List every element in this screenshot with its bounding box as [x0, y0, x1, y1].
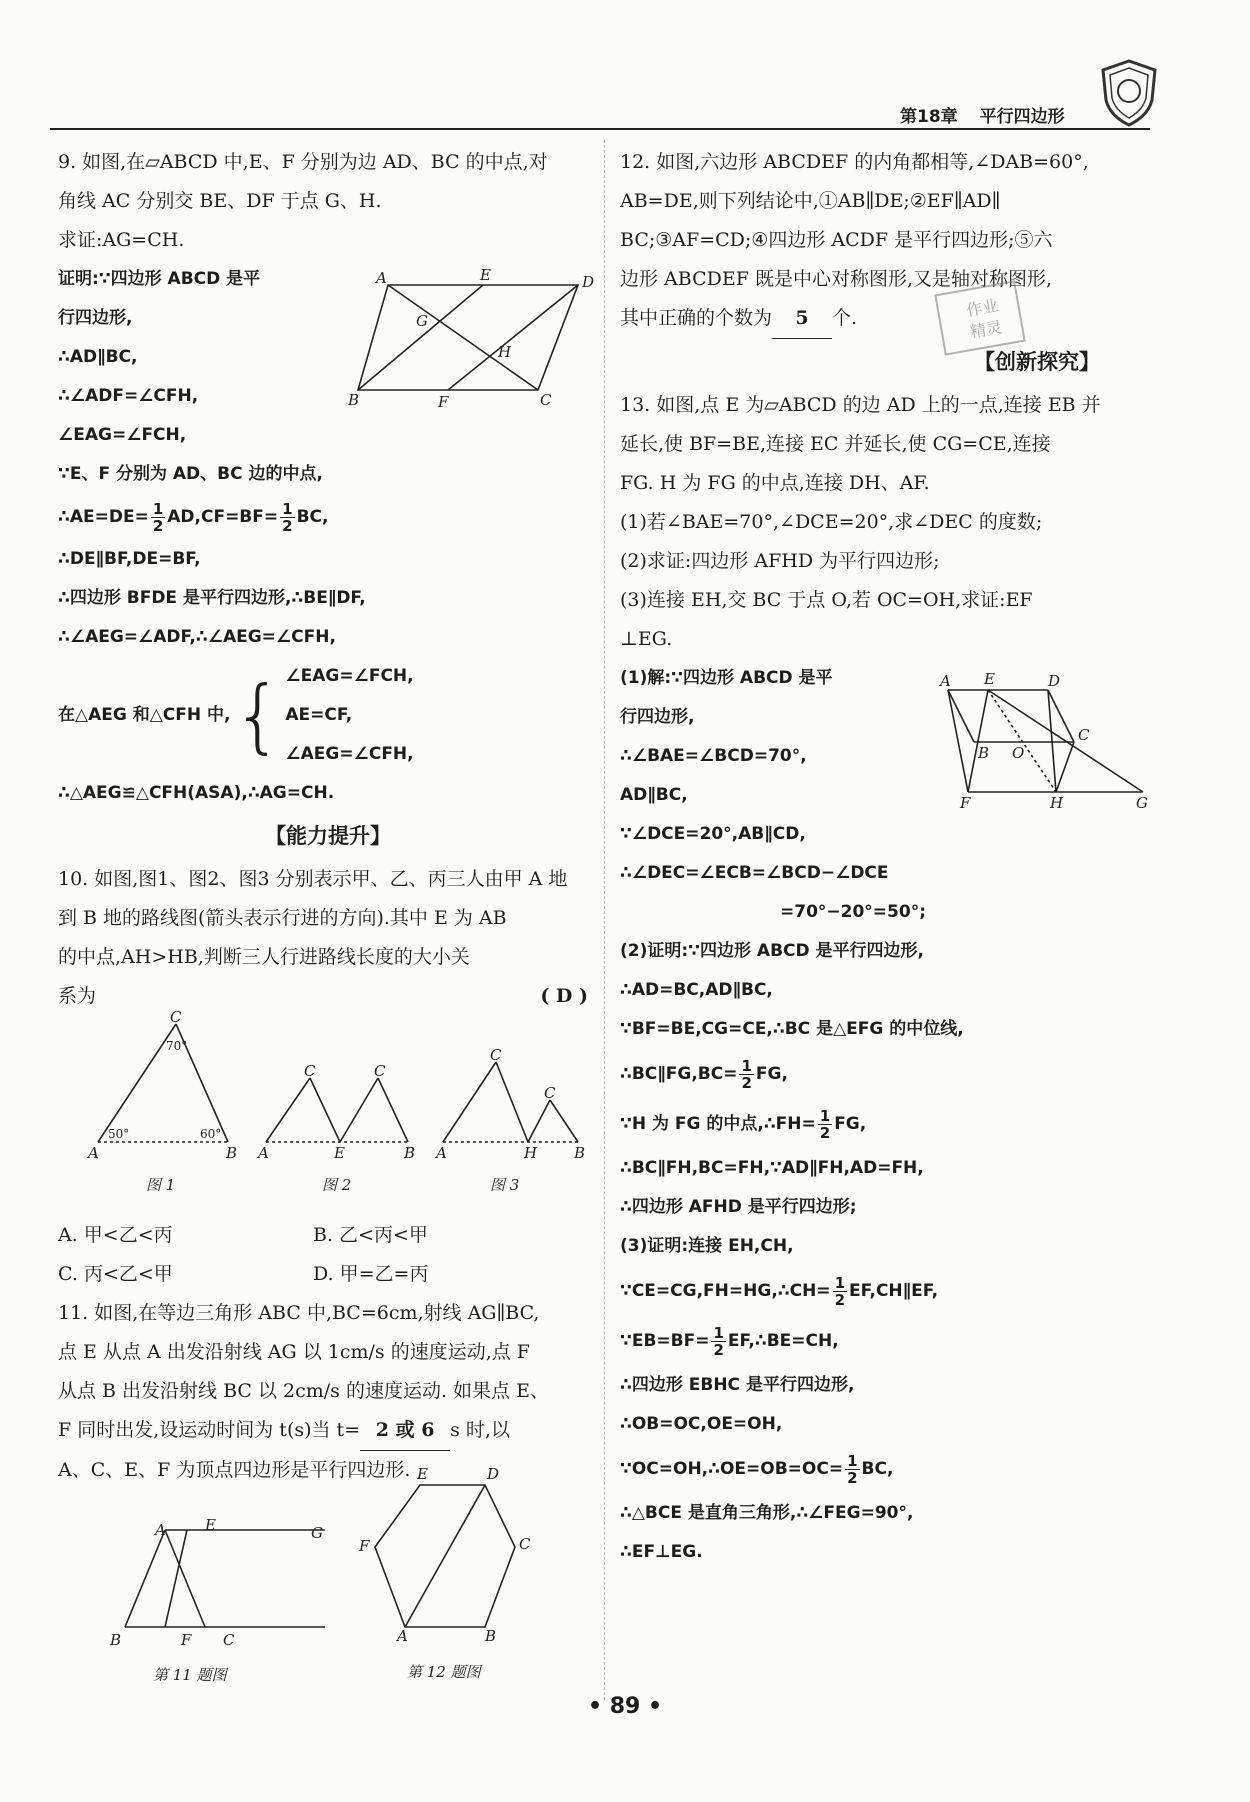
question-9: 9. 如图,在▱ABCD 中,E、F 分别为边 AD、BC 的中点,对 角线 AC 分别交 BE、DF 于点 G、H. 求证:AG=CH. 证明:∵四边形 ABCD 是平 行四边形, ∴AD∥BC, ∴∠ADF=∠CFH, ∠EAG=∠FCH, ∵E、F 分别为 AD、BC 边的中点, ∴AE=DE= $\frac{1}{2}$ AD,CF=BF= $\frac{1}{2}$ BC, ∴DE∥BF,DE=BF, ∴四边形 BFDE 是平行四边形,∴BE∥DF, ∴∠AEG=∠ADF,∴∠AEG=∠CFH, 在△AEG 和△CFH 中, { ∠EAG=∠FCH, AE=CF, ∠AEG=∠CFH, ∴△AEG≌△CFH(ASA),∴AG=CH.: [58, 143, 598, 813]
label-b: B: [485, 1627, 497, 1645]
label-e: E: [205, 1516, 216, 1534]
label-d: D: [582, 273, 595, 291]
label-f: F: [438, 393, 449, 410]
label-a: A: [397, 1627, 408, 1645]
case-list: ∠EAG=∠FCH, AE=CF, ∠AEG=∠CFH,: [285, 666, 414, 764]
homework-stamp-icon: [930, 280, 1070, 370]
label-e: E: [480, 266, 491, 284]
label-b: B: [110, 1631, 122, 1649]
option-b: B. 乙<丙<甲: [313, 1224, 428, 1246]
q11-caption: 第 11 题图: [153, 1666, 227, 1684]
q9-solution: 证明:∵四边形 ABCD 是平 行四边形, ∴AD∥BC, ∴∠ADF=∠CFH, ∠EAG=∠FCH, ∵E、F 分别为 AD、BC 边的中点, ∴AE=DE= $\frac{1}{2}$ AD,CF=BF= $\frac{1}{2}$ BC, ∴DE∥BF,DE=BF, ∴四边形 BFDE 是平行四边形,∴BE∥DF, ∴∠AEG=∠ADF,∴∠AEG=∠CFH, 在△AEG 和△CFH 中, { ∠EAG=∠FCH, AE=CF, ∠AEG=∠CFH, ∴△AEG≌△CFH(ASA),∴AG=CH.: [58, 269, 414, 803]
label-h: H: [498, 343, 512, 361]
option-a: A. 甲<乙<丙: [58, 1224, 173, 1246]
section-heading-innovation: 【创新探究】: [974, 350, 1100, 374]
label-d: D: [1048, 672, 1061, 690]
q13-figure: [938, 672, 1150, 812]
question-13: 13. 如图,点 E 为▱ABCD 的边 AD 上的一点,连接 EB 并 延长,使 BF=BE,连接 EC 并延长,使 CG=CE,连接 FG. H 为 FG 的中点,连接 DH、AF. (1)若∠BAE=70°,∠DCE=20°,求∠DEC 的度数; (2)求证:四边形 AFHD 为平行四边形; (3)连接 EH,交 BC 于点 O,若 OC=OH,求证:EF ⊥EG. (1)解:∵四边形 ABCD 是平 行四边形, ∴∠BAE=∠BCD=70°, AD∥BC, ∵∠DCE=20°,AB∥CD, ∴∠DEC=∠ECB=∠BCD−∠DCE =70°−20°=50°; (2)证明:∵四边形 ABCD 是平行四边形, ∴AD=BC,AD∥BC, ∵BF=BE,CG=CE,∴BC 是△EFG 的中位线, ∴BC∥FG,BC= $\frac{1}{2}$ FG, ∵H 为 FG 的中点,∴FH= $\frac{1}{2}$ FG, ∴BC∥FH,BC=FH,∵AD∥FH,AD=FH, ∴四边形 AFHD 是平行四边形; (3)证明:连接 EH,CH, ∵CE=CG,FH=HG,∴CH= $\frac{1}{2}$ EF,CH∥EF, ∵EB=BF= $\frac{1}{2}$ EF,∴BE=CH, ∴四边形 EBHC 是平行四边形, ∴OB=OC,OE=OH, ∵OC=OH,∴OE=OB=OC= $\frac{1}{2}$ BC, ∴△BCE 是直角三角形,∴∠FEG=90°, ∴EF⊥EG.: [620, 386, 1160, 1572]
label-b: B: [404, 1144, 416, 1162]
q10-figures: [78, 1010, 598, 1200]
fraction-half: $\frac{1}{2}$: [282, 499, 293, 535]
header-rule: [50, 128, 1150, 130]
figure-2-caption: 图 2: [322, 1176, 352, 1194]
label-e: E: [984, 672, 995, 688]
option-c: C. 丙<乙<甲: [58, 1263, 173, 1285]
brace: {: [232, 668, 284, 762]
label-c: C: [374, 1062, 386, 1080]
label-e: E: [334, 1144, 345, 1162]
angle-60: 60°: [200, 1127, 222, 1141]
label-c: C: [1078, 726, 1090, 744]
label-c: C: [170, 1010, 182, 1026]
chapter-title: 平行四边形: [979, 107, 1065, 127]
fraction-half: $\frac{1}{2}$: [152, 499, 164, 535]
label-c: C: [519, 1535, 531, 1553]
label-c: C: [304, 1062, 316, 1080]
fraction-half: $\frac{1}{2}$: [741, 1056, 752, 1092]
label-g: G: [311, 1524, 323, 1542]
label-h: H: [524, 1144, 538, 1162]
q9-figure: [348, 265, 598, 410]
label-c: C: [490, 1046, 502, 1064]
label-c: C: [540, 391, 552, 409]
option-d: D. 甲=乙=丙: [313, 1263, 429, 1285]
label-d: D: [487, 1465, 500, 1483]
section-heading-ability: 【能力提升】: [265, 824, 391, 848]
column-divider: [604, 140, 605, 1700]
label-h: H: [1050, 794, 1064, 812]
q12-answer: 5: [772, 299, 832, 339]
figure-1-caption: 图 1: [146, 1176, 176, 1194]
svg-text:作业: 作业: [964, 295, 1000, 321]
q11-figure: [105, 1505, 345, 1685]
label-c: C: [544, 1084, 556, 1102]
shield-logo-icon: [1098, 58, 1160, 128]
label-b: B: [978, 744, 990, 762]
label-a: A: [940, 672, 951, 690]
svg-text:精灵: 精灵: [968, 317, 1004, 342]
label-g: G: [416, 312, 428, 330]
fraction-half: $\frac{1}{2}$: [834, 1273, 845, 1309]
label-o: O: [1012, 744, 1025, 762]
question-12: 12. 如图,六边形 ABCDEF 的内角都相等,∠DAB=60°, AB=DE,则下列结论中,①AB∥DE;②EF∥AD∥ BC;③AF=CD;④四边形 ACDF 是平行四边形;⑤六 边形 ABCDEF 既是中心对称图形,又是轴对称图形, 其中正确的个数为 5 个.: [620, 143, 1160, 339]
label-f: F: [181, 1631, 192, 1649]
label-b: B: [226, 1144, 238, 1162]
label-a: A: [88, 1144, 99, 1162]
label-b: B: [348, 391, 360, 409]
fraction-half: $\frac{1}{2}$: [713, 1323, 724, 1359]
label-e: E: [417, 1465, 428, 1483]
q12-figure: [355, 1465, 545, 1685]
figure-3-caption: 图 3: [490, 1176, 520, 1194]
label-a: A: [258, 1144, 269, 1162]
label-a: A: [155, 1521, 166, 1539]
label-f: F: [359, 1537, 370, 1555]
angle-50: 50°: [108, 1127, 130, 1141]
chapter-label: 第18章: [900, 107, 958, 127]
page-number: • 89 •: [587, 1694, 663, 1719]
angle-70: 70°: [166, 1039, 188, 1053]
question-11: 11. 如图,在等边三角形 ABC 中,BC=6cm,射线 AG∥BC, 点 E 从点 A 出发沿射线 AG 以 1cm/s 的速度运动,点 F 从点 B 出发沿射线 BC 以 2cm/s 的速度运动. 如果点 E、 F 同时出发,设运动时间为 t(s)当 t= 2 或 6 s 时,以 A、C、E、F 为顶点四边形是平行四边形.: [58, 1302, 549, 1481]
label-g: G: [1136, 794, 1148, 812]
q10-answer: ( D ): [540, 985, 588, 1007]
q11-answer: 2 或 6: [360, 1411, 450, 1451]
question-10: 10. 如图,图1、图2、图3 分别表示甲、乙、丙三人由甲 A 地 到 B 地的路线图(箭头表示行进的方向).其中 E 为 AB 的中点,AH>HB,判断三人行进路线长度的大小关 系为 ( D ) A. 甲<乙<丙 B. 乙<丙<甲 C. 丙<乙<甲 D. 甲=乙=丙: [58, 860, 598, 1294]
label-a: A: [376, 269, 387, 287]
label-a: A: [436, 1144, 447, 1162]
fraction-half: $\frac{1}{2}$: [847, 1451, 858, 1487]
q12-caption: 第 12 题图: [407, 1663, 481, 1681]
label-c: C: [223, 1631, 235, 1649]
label-f: F: [960, 794, 971, 812]
fraction-half: $\frac{1}{2}$: [819, 1106, 831, 1142]
label-b: B: [574, 1144, 586, 1162]
q13-solution: (1)解:∵四边形 ABCD 是平 行四边形, ∴∠BAE=∠BCD=70°, AD∥BC, ∵∠DCE=20°,AB∥CD, ∴∠DEC=∠ECB=∠BCD−∠DCE =70°−20°=50°; (2)证明:∵四边形 ABCD 是平行四边形, ∴AD=BC,AD∥BC, ∵BF=BE,CG=CE,∴BC 是△EFG 的中位线, ∴BC∥FG,BC= $\frac{1}{2}$ FG, ∵H 为 FG 的中点,∴FH= $\frac{1}{2}$ FG, ∴BC∥FH,BC=FH,∵AD∥FH,AD=FH, ∴四边形 AFHD 是平行四边形; (3)证明:连接 EH,CH, ∵CE=CG,FH=HG,∴CH= $\frac{1}{2}$ EF,CH∥EF, ∵EB=BF= $\frac{1}{2}$ EF,∴BE=CH, ∴四边形 EBHC 是平行四边形, ∴OB=OC,OE=OH, ∵OC=OH,∴OE=OB=OC= $\frac{1}{2}$ BC, ∴△BCE 是直角三角形,∴∠FEG=90°, ∴EF⊥EG.: [620, 668, 964, 1562]
right-column: [620, 143, 1160, 1572]
